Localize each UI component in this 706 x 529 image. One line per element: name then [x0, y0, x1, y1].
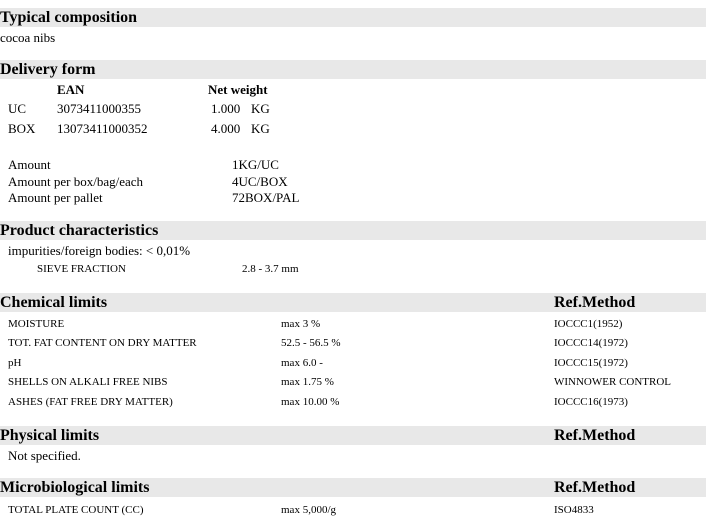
limit-method: IOCCC16(1973): [554, 396, 628, 408]
amount-per-box-value: 4UC/BOX: [232, 174, 288, 189]
section-title-typical-composition: Typical composition: [0, 9, 138, 26]
header-net-weight: Net weight: [208, 82, 268, 97]
limit-method: ISO4833: [554, 504, 594, 516]
delivery-ean: 13073411000352: [57, 121, 148, 136]
amount-value: 1KG/UC: [232, 157, 279, 172]
sieve-label: SIEVE FRACTION: [37, 263, 126, 275]
delivery-weight: 1.000: [211, 101, 241, 116]
section-title-product-characteristics: Product characteristics: [0, 222, 159, 239]
limit-value: max 1.75 %: [281, 376, 334, 388]
limit-method: IOCCC15(1972): [554, 357, 628, 369]
delivery-ean: 3073411000355: [57, 101, 142, 116]
ref-method-header: Ref.Method: [554, 294, 636, 311]
sieve-value: 2.8 - 3.7 mm: [242, 263, 299, 275]
delivery-weight: 4.000: [211, 121, 241, 136]
amount-per-pallet-value: 72BOX/PAL: [232, 190, 300, 205]
delivery-unit: BOX: [8, 121, 36, 136]
section-title-chemical-limits: Chemical limits: [0, 294, 108, 311]
limit-value: max 10.00 %: [281, 396, 340, 408]
limit-name: TOTAL PLATE COUNT (CC): [8, 504, 144, 516]
ref-method-header: Ref.Method: [554, 479, 636, 496]
delivery-unit: UC: [8, 101, 27, 116]
amount-per-box-label: Amount per box/bag/each: [8, 174, 144, 189]
limit-name: pH: [8, 357, 22, 369]
amount-per-pallet-label: Amount per pallet: [8, 190, 103, 205]
limit-name: TOT. FAT CONTENT ON DRY MATTER: [8, 337, 197, 349]
header-ean: EAN: [57, 82, 85, 97]
physical-limits-text: Not specified.: [8, 448, 81, 463]
delivery-weight-unit: KG: [251, 121, 270, 136]
limit-value: max 6.0 -: [281, 357, 323, 369]
section-title-delivery-form: Delivery form: [0, 61, 96, 78]
amount-label: Amount: [8, 157, 51, 172]
limit-value: 52.5 - 56.5 %: [281, 337, 341, 349]
limit-name: ASHES (FAT FREE DRY MATTER): [8, 396, 173, 408]
composition-text: cocoa nibs: [0, 30, 56, 45]
section-title-microbiological-limits: Microbiological limits: [0, 479, 150, 496]
limit-name: MOISTURE: [8, 318, 65, 330]
limit-method: IOCCC1(1952): [554, 318, 623, 330]
section-title-physical-limits: Physical limits: [0, 427, 100, 444]
limit-name: SHELLS ON ALKALI FREE NIBS: [8, 376, 168, 388]
section-band-delivery-form: [0, 60, 706, 79]
limit-method: WINNOWER CONTROL: [554, 376, 672, 388]
limit-value: max 5,000/g: [281, 504, 336, 516]
delivery-weight-unit: KG: [251, 101, 270, 116]
limit-method: IOCCC14(1972): [554, 337, 628, 349]
ref-method-header: Ref.Method: [554, 427, 636, 444]
impurities-text: impurities/foreign bodies: < 0,01%: [8, 243, 191, 258]
limit-value: max 3 %: [281, 318, 321, 330]
